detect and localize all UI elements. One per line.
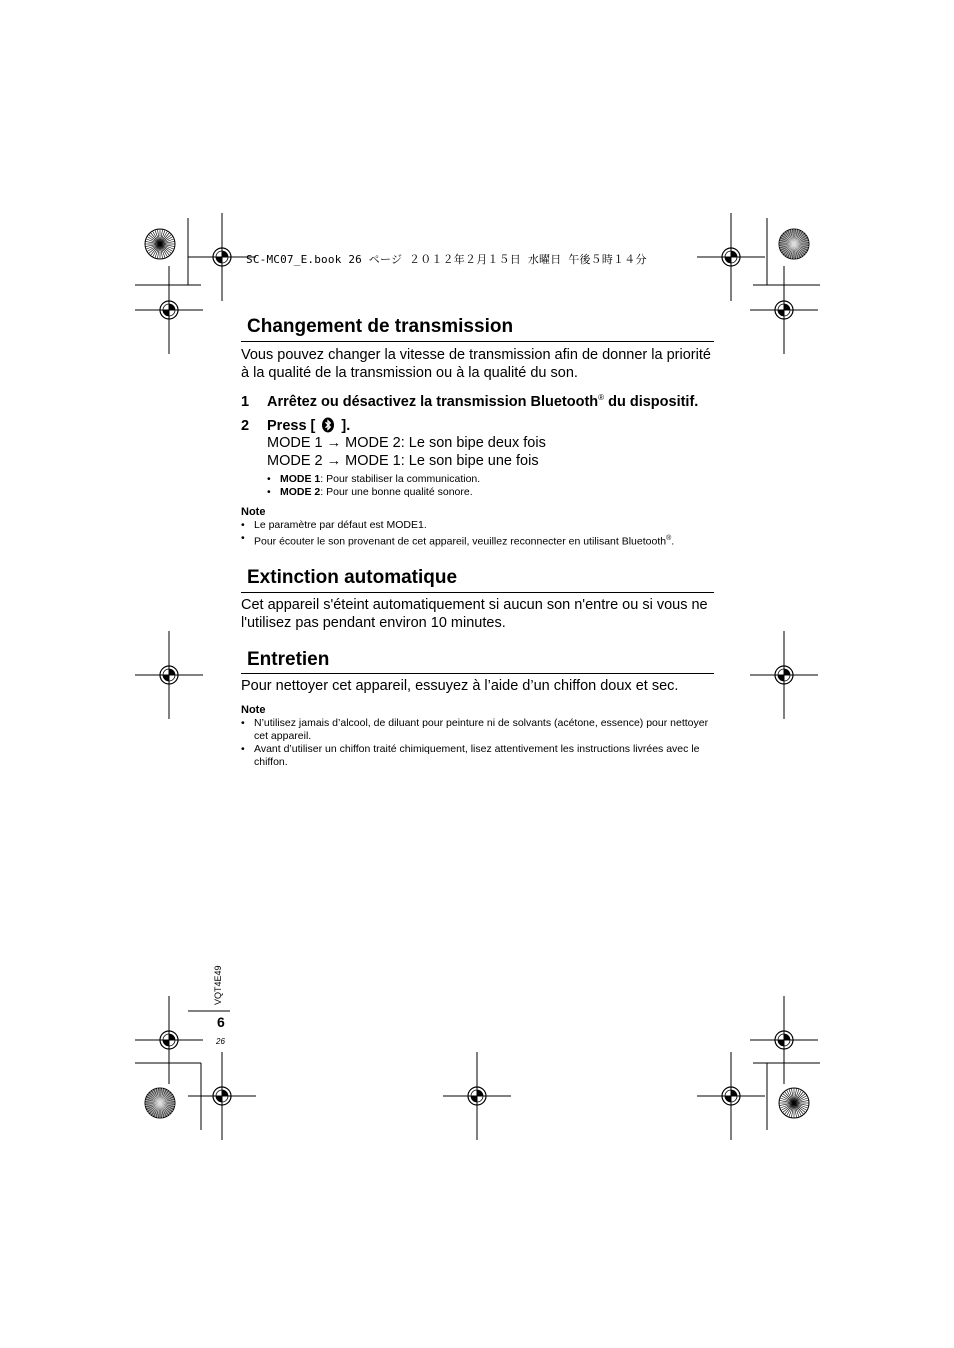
note-item: • N’utilisez jamais d’alcool, de diluant pour peinture ni de solvants (acétone, essence) pour nettoyer cet appareil.: [241, 717, 709, 742]
note-item: • Le paramètre par défaut est MODE1.: [241, 519, 427, 531]
step-text-end: ].: [337, 418, 351, 434]
page-number: 6: [217, 1014, 225, 1030]
registration-mark: [135, 266, 203, 354]
section-title-maintenance: Entretien: [247, 649, 330, 670]
mode-line-1: MODE 1 → MODE 2: Le son bipe deux fois: [267, 435, 546, 451]
section-rule: [241, 673, 714, 674]
document-code: VQT4E49: [213, 965, 223, 1005]
page-sub-number: 26: [216, 1037, 225, 1046]
registration-mark: [697, 213, 765, 301]
step-number: 2: [241, 418, 250, 434]
section-body: Cet appareil s'éteint automatiquement si aucun son n'entre ou si vous ne l'utilisez pas pendant environ 10 minutes.: [241, 597, 708, 631]
note-item: • Avant d’utiliser un chiffon traité chimiquement, lisez attentivement les instructions livrées avec le chiffon.: [241, 743, 700, 768]
step-2: [241, 417, 350, 437]
bluetooth-icon: [321, 417, 335, 437]
registration-mark: [750, 996, 818, 1084]
star-target-mark: [779, 1088, 809, 1118]
registration-mark: [443, 1052, 511, 1140]
print-header: SC-MC07_E.book 26 ページ ２０１２年２月１５日 水曜日 午後５時１４分: [246, 253, 647, 266]
registration-mark: [188, 1052, 256, 1140]
section-rule: [241, 592, 714, 593]
registration-mark: [750, 631, 818, 719]
step-text: Press [: [267, 418, 320, 434]
mode-bullet-2: • MODE 2: Pour une bonne qualité sonore.: [267, 486, 473, 498]
step-1: [241, 393, 698, 410]
mode-line-2: MODE 2 → MODE 1: Le son bipe une fois: [267, 453, 539, 469]
note-title: Note: [241, 506, 266, 518]
star-target-mark: [145, 1088, 175, 1118]
section-body: Pour nettoyer cet appareil, essuyez à l’aide d’un chiffon doux et sec.: [241, 678, 679, 694]
registration-mark: [697, 1052, 765, 1140]
registered-mark: ®: [598, 393, 605, 402]
registration-mark: [135, 996, 203, 1084]
step-number: 1: [241, 393, 250, 410]
mode-label: MODE 1: [280, 473, 321, 485]
step-text: Arrêtez ou désactivez la transmission Bluetooth: [267, 393, 599, 410]
note-item: • Pour écouter le son provenant de cet appareil, veuillez reconnecter en utilisant Bluetooth®.: [241, 532, 675, 548]
star-target-mark: [145, 229, 175, 259]
step-text-end: du dispositif.: [604, 393, 699, 410]
mode-label: MODE 2: [280, 486, 321, 498]
registration-mark: [750, 266, 818, 354]
star-target-mark: [779, 229, 809, 259]
note-title: Note: [241, 704, 266, 716]
section-title-auto-off: Extinction automatique: [247, 567, 458, 588]
mode-desc: : Pour stabiliser la communication.: [320, 473, 481, 485]
registration-mark: [135, 631, 203, 719]
mode-bullet-1: • MODE 1: Pour stabiliser la communication.: [267, 473, 481, 485]
section-intro: Vous pouvez changer la vitesse de transmission afin de donner la priorité à la qualité de la transmission ou à la qualité du son.: [241, 347, 711, 381]
section-title-transmission: Changement de transmission: [247, 316, 514, 337]
mode-desc: : Pour une bonne qualité sonore.: [320, 486, 473, 498]
section-rule: [241, 341, 714, 342]
